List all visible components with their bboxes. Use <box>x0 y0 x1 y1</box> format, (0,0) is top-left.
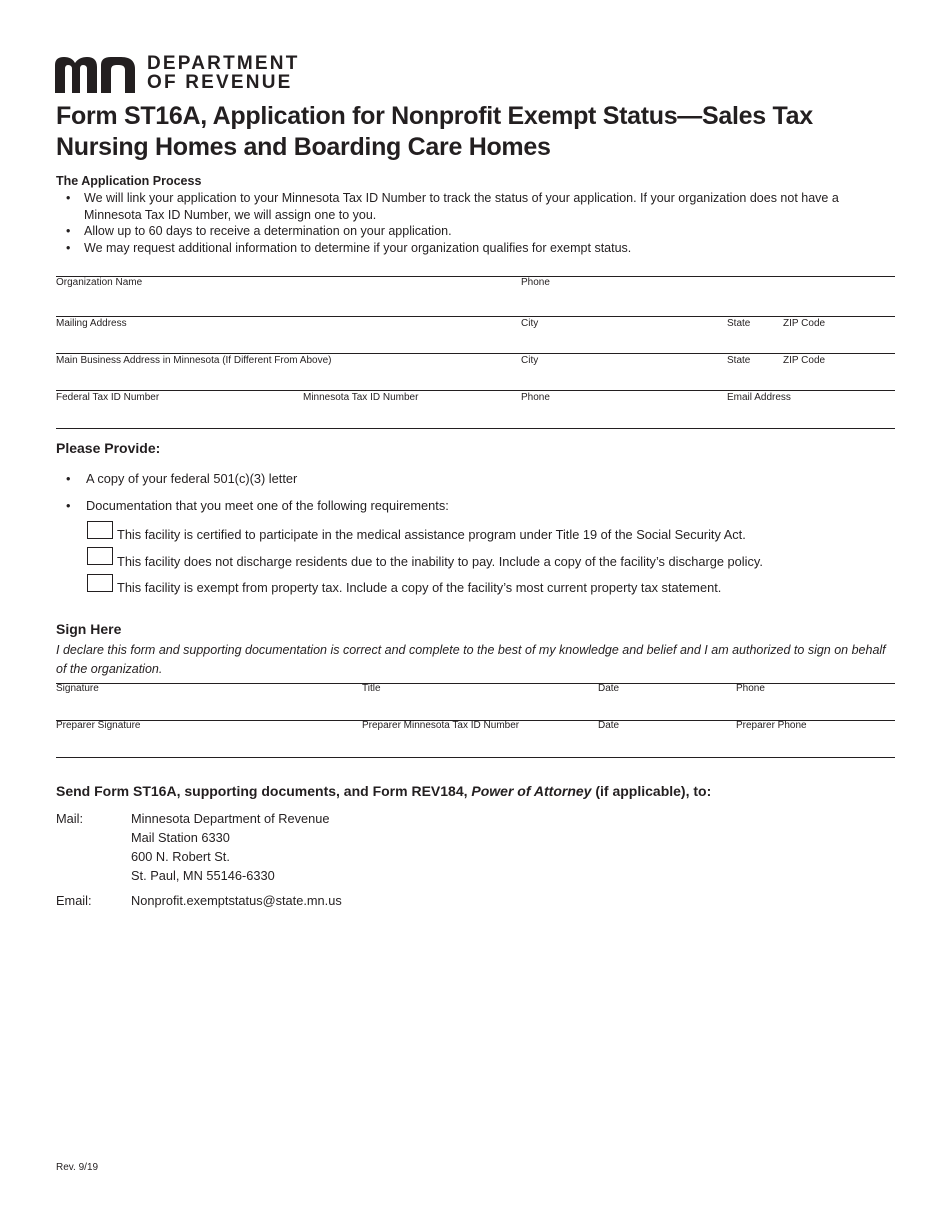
field-divider <box>56 428 895 429</box>
send-heading <box>56 783 711 799</box>
sign-here-heading: Sign Here <box>56 621 122 637</box>
revision-label: Rev. 9/19 <box>56 1162 99 1173</box>
preparer-signature-field[interactable]: Preparer Signature <box>56 720 141 731</box>
title-line-2: Nursing Homes and Boarding Care Homes <box>56 133 551 161</box>
process-item: • Allow up to 60 days to receive a determination on your application. <box>64 223 894 240</box>
please-provide-heading: Please Provide: <box>56 440 161 456</box>
zip-field[interactable]: ZIP Code <box>783 318 826 329</box>
logo-line-1: DEPARTMENT <box>147 53 300 74</box>
minnesota-tax-id-field[interactable]: Minnesota Tax ID Number <box>303 392 419 403</box>
discharge-policy-option-label: This facility does not discharge residents due to the inability to pay. Include a copy of the facility’s discharge policy. <box>117 554 763 569</box>
mail-address-line: Minnesota Department of Revenue <box>131 811 330 826</box>
provide-bullet-letter <box>66 471 298 486</box>
state-field[interactable]: State <box>727 318 751 329</box>
process-item: • We will link your application to your Minnesota Tax ID Number to track the status of your application. If your organization does not have a Minnesota Tax ID Number, we will assign one to you. <box>64 190 894 223</box>
field-divider <box>56 353 895 354</box>
logo-line-2: OF REVENUE <box>147 72 293 93</box>
federal-tax-id-field[interactable]: Federal Tax ID Number <box>56 392 160 403</box>
zip-field[interactable]: ZIP Code <box>783 355 826 366</box>
bullet-dot: • <box>66 471 71 486</box>
title-line-1: Form ST16A, Application for Nonprofit Exempt Status—Sales Tax <box>56 102 813 130</box>
city-field[interactable]: City <box>521 355 539 366</box>
signer-phone-field[interactable]: Phone <box>736 683 765 694</box>
date-field[interactable]: Date <box>598 683 620 694</box>
mail-address-line: 600 N. Robert St. <box>131 849 230 864</box>
preparer-phone-field[interactable]: Preparer Phone <box>736 720 807 731</box>
process-item: • We may request additional information to determine if your organization qualifies for exempt status. <box>64 240 894 257</box>
preparer-date-field[interactable]: Date <box>598 720 620 731</box>
property-tax-option-label: This facility is exempt from property tax. Include a copy of the facility’s most current property tax statement. <box>117 580 722 595</box>
state-field[interactable]: State <box>727 355 751 366</box>
org-name-field[interactable]: Organization Name <box>56 277 143 288</box>
mail-label: Mail: <box>56 811 84 826</box>
main-business-address-field[interactable]: Main Business Address in Minnesota (If Different From Above) <box>56 355 332 366</box>
field-divider <box>56 683 895 684</box>
city-field[interactable]: City <box>521 318 539 329</box>
signature-field[interactable]: Signature <box>56 683 99 694</box>
send-heading-text: (if applicable), to: <box>591 783 712 799</box>
property-tax-checkbox[interactable] <box>87 574 113 592</box>
provide-bullet-text: A copy of your federal 501(c)(3) letter <box>86 471 298 486</box>
field-divider <box>56 276 895 277</box>
page-title <box>56 101 916 163</box>
field-divider <box>56 390 895 391</box>
mail-address <box>131 809 329 885</box>
phone-field[interactable]: Phone <box>521 392 550 403</box>
power-of-attorney-text: Power of Attorney <box>471 783 592 799</box>
process-heading: The Application Process <box>56 174 202 188</box>
mn-logo-icon <box>55 57 135 93</box>
send-heading-text: Send Form ST16A, supporting documents, and Form REV184, <box>56 783 472 799</box>
field-divider <box>56 757 895 758</box>
provide-bullet-text: Documentation that you meet one of the following requirements: <box>86 498 449 513</box>
process-list <box>64 190 894 256</box>
email-label: Email: <box>56 893 92 908</box>
mail-address-line: St. Paul, MN 55146-6330 <box>131 868 275 883</box>
field-divider <box>56 316 895 317</box>
bullet-dot: • <box>66 498 71 513</box>
discharge-policy-checkbox[interactable] <box>87 547 113 565</box>
provide-bullet-documentation <box>66 498 449 513</box>
department-logo-text <box>147 54 300 92</box>
email-address-field[interactable]: Email Address <box>727 392 791 403</box>
phone-field[interactable]: Phone <box>521 277 550 288</box>
email-link[interactable]: Nonprofit.exemptstatus@state.mn.us <box>131 893 342 908</box>
mail-address-line: Mail Station 6330 <box>131 830 230 845</box>
mailing-address-field[interactable]: Mailing Address <box>56 318 127 329</box>
declaration-text: I declare this form and supporting documentation is correct and complete to the best of my knowledge and belief and I am authorized to sign on behalf of the organization. <box>56 643 886 676</box>
medical-assistance-checkbox[interactable] <box>87 521 113 539</box>
preparer-minnesota-tax-id-field[interactable]: Preparer Minnesota Tax ID Number <box>362 720 520 731</box>
title-field[interactable]: Title <box>362 683 381 694</box>
medical-assistance-option-label: This facility is certified to participate in the medical assistance program under Title 19 of the Social Security Act. <box>117 527 746 542</box>
